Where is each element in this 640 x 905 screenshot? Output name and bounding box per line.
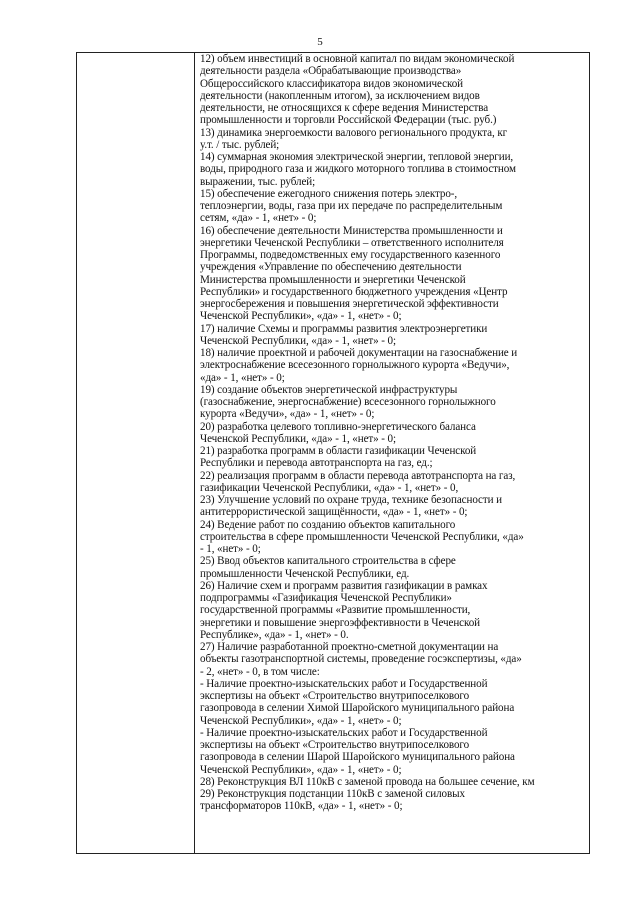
text-line: 19) создание объектов энергетической инфраструктуры [200, 383, 458, 396]
text-line: курорта «Ведучи», «да» - 1, «нет» - 0; [200, 408, 375, 421]
text-line: объекты газотранспортной системы, проведение госэкспертизы, «да» [200, 653, 522, 666]
text-line: 28) Реконструкция ВЛ 110кВ с заменой провода на большее сечение, км [200, 775, 535, 788]
text-line: экспертизы на объект «Строительство внутрипоселкового [200, 739, 470, 751]
page-number: 5 [317, 36, 323, 48]
text-line: Программы, подведомственных ему государственного казенного [200, 249, 501, 261]
text-line: деятельности, не относящихся к сфере ведения Министерства [200, 102, 489, 114]
text-line: 29) Реконструкция подстанции 110кВ с заменой силовых [200, 788, 465, 800]
text-line: - Наличие проектно-изыскательских работ и Государственной [200, 677, 488, 690]
text-line: учреждения «Управление по обеспечению деятельности [200, 261, 462, 274]
text-line: теплоэнергии, воды, газа при их передаче по распределительным [200, 200, 503, 212]
text-line: деятельности (накопленным итогом), за исключением видов [200, 89, 480, 102]
text-line: 22) реализация программ в области перевода автотранспорта на газ, [200, 469, 516, 482]
text-line: 24) Ведение работ по созданию объектов капитального [200, 518, 456, 531]
text-line: - 1, «нет» - 0; [200, 543, 261, 555]
text-line: «да» - 1, «нет» - 0; [200, 371, 285, 384]
text-line: 15) обеспечение ежегодного снижения потерь электро-, [200, 187, 458, 200]
text-line: газопровода в селении Химой Шаройского муниципального района [200, 702, 515, 715]
text-line: 12) объем инвестиций в основной капитал по видам экономической [200, 53, 515, 65]
text-line: 27) Наличие разработанной проектно-сметной документации на [200, 641, 499, 653]
text-line: строительства в сфере промышленности Чеченской Республики, «да» [200, 530, 524, 543]
text-line: электроснабжение всесезонного горнолыжного курорта «Ведучи», [200, 359, 510, 372]
text-line: 26) Наличие схем и программ развития газификации в рамках [200, 579, 488, 592]
text-line: экспертизы на объект «Строительство внутрипоселкового [200, 690, 470, 702]
text-line: 25) Ввод объектов капитального строительства в сфере [200, 555, 456, 568]
text-line: 18) наличие проектной и рабочей документации на газоснабжение и [200, 347, 518, 359]
text-line: у.т. / тыс. рублей; [200, 138, 280, 151]
text-line: Общероссийского классификатора видов экономической [200, 77, 463, 90]
text-line: 14) суммарная экономия электрической энергии, тепловой энергии, [200, 151, 514, 163]
text-line: (газоснабжение, энергоснабжение) всесезонного горнолыжного [200, 396, 496, 408]
text-line: - 2, «нет» - 0, в том числе: [200, 665, 320, 678]
text-line: энергосбережения и повышения энергетической эффективности [200, 298, 499, 310]
text-line: 17) наличие Схемы и программы развития электроэнергетики [200, 322, 488, 335]
text-line: государственной программы «Развитие промышленности, [200, 604, 471, 617]
text-line: промышленности и торговли Российской Федерации (тыс. руб.) [200, 114, 497, 127]
text-line: антитеррористической защищённости, «да» - 1, «нет» - 0; [200, 506, 468, 519]
text-line: 20) разработка целевого топливно-энергетического баланса [200, 420, 476, 433]
text-line: Республики и перевода автотранспорта на газ, ед.; [200, 457, 433, 470]
text-line: подпрограммы «Газификация Чеченской Республики» [200, 592, 452, 604]
text-line: воды, природного газа и жидкого моторного топлива в стоимостном [200, 163, 516, 176]
text-line: Республики» и государственного бюджетного учреждения «Центр [200, 285, 508, 298]
text-line: 23) Улучшение условий по охране труда, технике безопасности и [200, 494, 502, 506]
text-line: Чеченской Республики», «да» - 1, «нет» - 0; [200, 763, 402, 776]
document-table [76, 52, 590, 854]
text-line: энергетики и повышение энергоэффективности в Чеченской [200, 616, 481, 629]
table-left-column [77, 53, 195, 853]
table-content-column [195, 53, 589, 853]
text-line: энергетики Чеченской Республики – ответственного исполнителя [200, 236, 504, 249]
text-line: промышленности Чеченской Республики, ед. [200, 567, 410, 580]
text-line: 21) разработка программ в области газификации Чеченской [200, 445, 477, 457]
text-line: газификации Чеченской Республики, «да» - 1, «нет» - 0, [200, 481, 459, 494]
text-line: газопровода в селении Шарой Шаройского муниципального района [200, 751, 515, 764]
text-line: Республике», «да» - 1, «нет» - 0. [200, 628, 349, 641]
text-line: сетям, «да» - 1, «нет» - 0; [200, 212, 317, 225]
text-line: выражении, тыс. рублей; [200, 175, 316, 188]
text-line: Чеченской Республики, «да» - 1, «нет» - 0; [200, 334, 396, 347]
text-line: 13) динамика энергоемкости валового регионального продукта, кг [200, 126, 508, 139]
text-line: Чеченской Республики», «да» - 1, «нет» - 0; [200, 310, 402, 323]
text-line: деятельности раздела «Обрабатывающие производства» [200, 65, 462, 78]
text-line: - Наличие проектно-изыскательских работ и Государственной [200, 726, 488, 739]
text-line: 16) обеспечение деятельности Министерства промышленности и [200, 224, 503, 237]
text-line: Чеченской Республики, «да» - 1, «нет» - 0; [200, 432, 396, 445]
text-line: трансформаторов 110кВ, «да» - 1, «нет» - 0; [200, 800, 403, 813]
text-line: Чеченской Республики», «да» - 1, «нет» - 0; [200, 714, 402, 727]
text-line: Министерства промышленности и энергетики Чеченской [200, 273, 466, 286]
